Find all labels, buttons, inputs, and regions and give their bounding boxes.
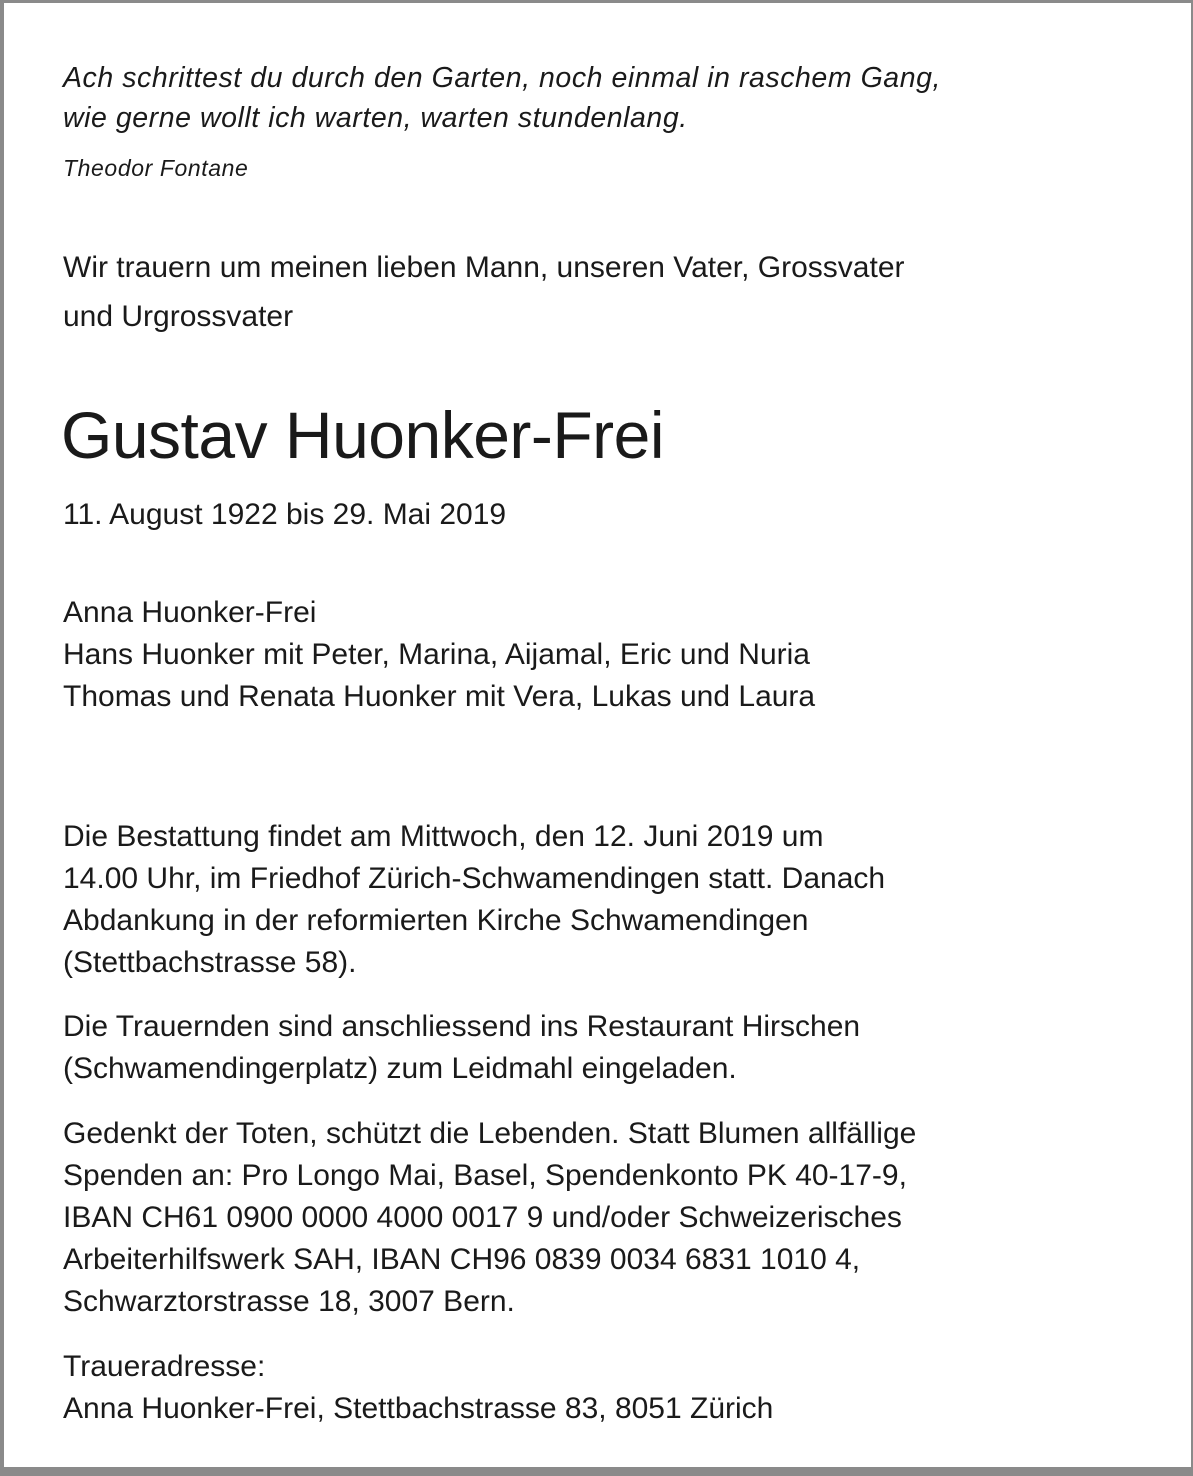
funeral-paragraph [63,816,885,984]
paragraph-line: Abdankung in der reformierten Kirche Schwamendingen [63,904,809,937]
quote-line: wie gerne wollt ich warten, warten stundenlang. [63,102,688,134]
mourning-intro [63,243,905,341]
family-list [63,592,815,718]
family-member-line: Anna Huonker-Frei [63,596,317,629]
meal-paragraph [63,1006,860,1090]
family-member-line: Hans Huonker mit Peter, Marina, Aijamal, Eric und Nuria [63,638,810,671]
paragraph-line: Gedenkt der Toten, schützt die Lebenden. Statt Blumen allfällige [63,1117,917,1150]
paragraph-line: 14.00 Uhr, im Friedhof Zürich-Schwamendingen statt. Danach [63,862,886,895]
deceased-name: Gustav Huonker-Frei [61,398,665,472]
paragraph-line: Die Trauernden sind anschliessend ins Restaurant Hirschen [63,1010,861,1043]
life-dates: 11. August 1922 bis 29. Mai 2019 [63,498,507,531]
address-label: Traueradresse: [63,1350,266,1383]
mourning-address [63,1346,773,1430]
quote-line: Ach schrittest du durch den Garten, noch einmal in raschem Gang, [63,62,941,94]
paragraph-line: (Schwamendingerplatz) zum Leidmahl eingeladen. [63,1052,737,1085]
family-member-line: Thomas und Renata Huonker mit Vera, Lukas und Laura [63,680,816,713]
donations-paragraph [63,1113,916,1323]
paragraph-line: (Stettbachstrasse 58). [63,946,357,979]
paragraph-line: Spenden an: Pro Longo Mai, Basel, Spendenkonto PK 40-17-9, [63,1159,907,1192]
paragraph-line: IBAN CH61 0900 0000 4000 0017 9 und/oder Schweizerisches [63,1201,902,1234]
paragraph-line: Arbeiterhilfswerk SAH, IBAN CH96 0839 0034 6831 1010 4, [63,1243,861,1276]
intro-line: und Urgrossvater [63,300,294,333]
quote-author: Theodor Fontane [63,155,249,181]
address-line: Anna Huonker-Frei, Stettbachstrasse 83, 8051 Zürich [63,1392,774,1425]
paragraph-line: Die Bestattung findet am Mittwoch, den 12. Juni 2019 um [63,820,824,853]
intro-line: Wir trauern um meinen lieben Mann, unseren Vater, Grossvater [63,251,905,284]
paragraph-line: Schwarztorstrasse 18, 3007 Bern. [63,1285,515,1318]
poem-quote [63,58,1163,138]
